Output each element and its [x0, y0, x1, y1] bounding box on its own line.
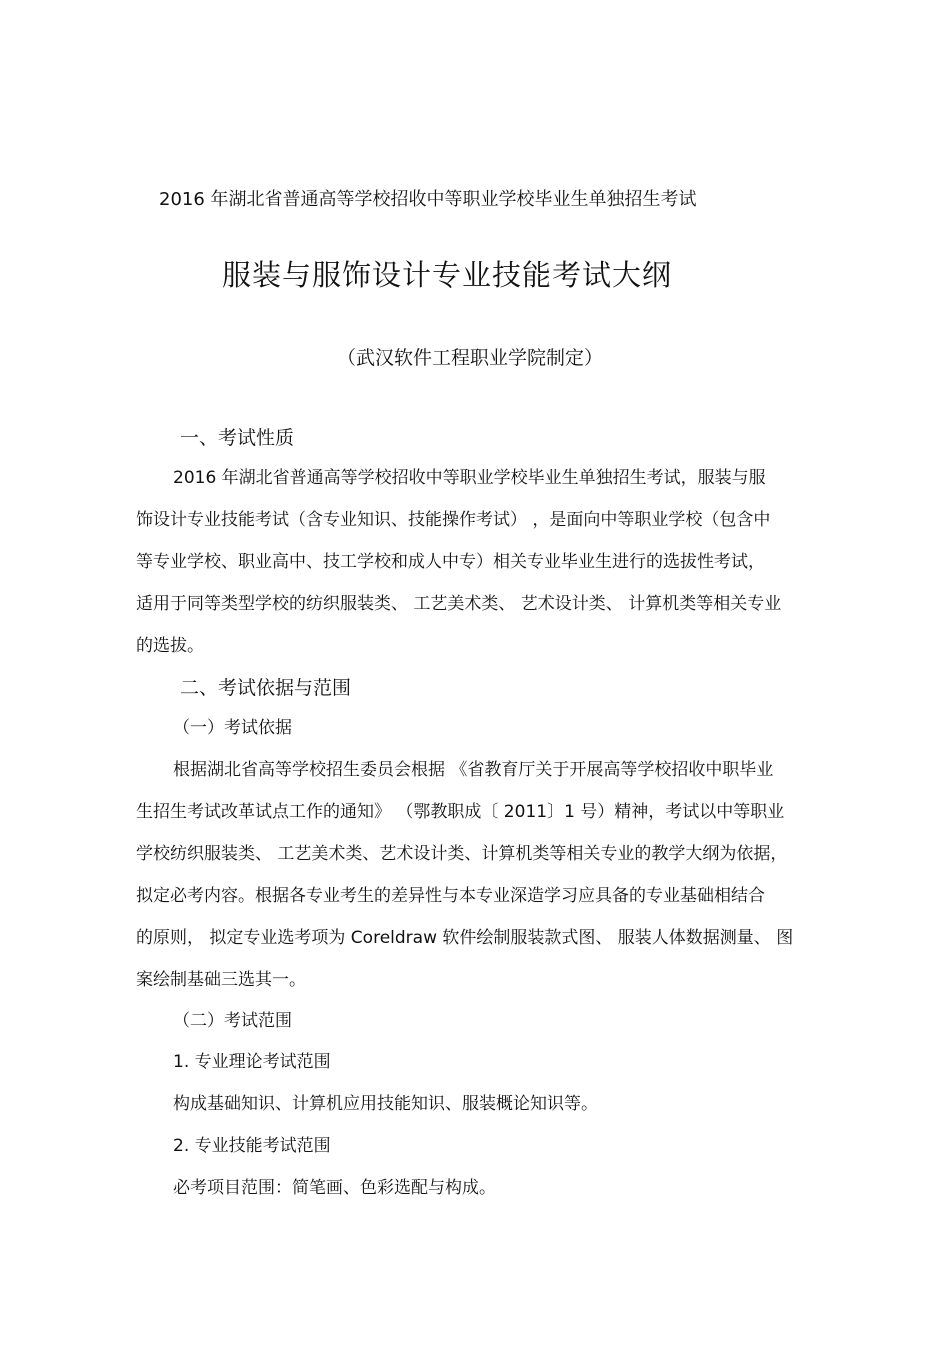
item-text-skills: 必考项目范围：简笔画、色彩选配与构成。 — [173, 1178, 496, 1198]
section-heading-nature: 一、考试性质 — [180, 427, 295, 449]
item-text-theory: 构成基础知识、计算机应用技能知识、服装概论知识等。 — [173, 1094, 598, 1114]
paragraph-line: 拟定必考内容。根据各专业考生的差异性与本专业深造学习应具备的专业基础相结合 — [136, 886, 765, 906]
paragraph-line: 2016 年湖北省普通高等学校招收中等职业学校毕业生单独招生考试，服装与服 — [173, 468, 766, 488]
paragraph-line: 的选拔。 — [136, 636, 204, 656]
page-title: 服装与服饰设计专业技能考试大纲 — [222, 258, 673, 292]
paragraph-line: 饰设计专业技能考试（含专业知识、技能操作考试） ，是面向中等职业学校（包含中 — [136, 510, 771, 530]
paragraph-line: 等专业学校、职业高中、技工学校和成人中专）相关专业毕业生进行的选拔性考试， — [136, 552, 765, 572]
paragraph-line: 学校纺织服装类、 工艺美术类、艺术设计类、计算机类等相关专业的教学大纲为依据， — [136, 844, 788, 864]
subsection-heading-scope: （二）考试范围 — [173, 1011, 292, 1031]
paragraph-line: 适用于同等类型学校的纺织服装类、 工艺美术类、 艺术设计类、 计算机类等相关专业 — [136, 594, 782, 614]
paragraph-line: 案绘制基础三选其一。 — [136, 970, 306, 990]
exam-subtitle: 2016 年湖北省普通高等学校招收中等职业学校毕业生单独招生考试 — [159, 189, 697, 210]
paragraph-line: 根据湖北省高等学校招生委员会根据 《省教育厅关于开展高等学校招收中职毕业 — [173, 760, 774, 780]
section-heading-basis-scope: 二、考试依据与范围 — [180, 677, 352, 699]
item-heading-skills: 2. 专业技能考试范围 — [173, 1136, 331, 1156]
item-heading-theory: 1. 专业理论考试范围 — [173, 1052, 331, 1072]
subsection-heading-basis: （一）考试依据 — [173, 718, 292, 738]
issuer-note: （武汉软件工程职业学院制定） — [337, 347, 604, 369]
paragraph-line: 生招生考试改革试点工作的通知》 （鄂教职成〔 2011〕1 号）精神，考试以中等职业 — [136, 802, 785, 822]
paragraph-line: 的原则， 拟定专业选考项为 Coreldraw 软件绘制服装款式图、 服装人体数据测量、 图 — [136, 928, 794, 948]
